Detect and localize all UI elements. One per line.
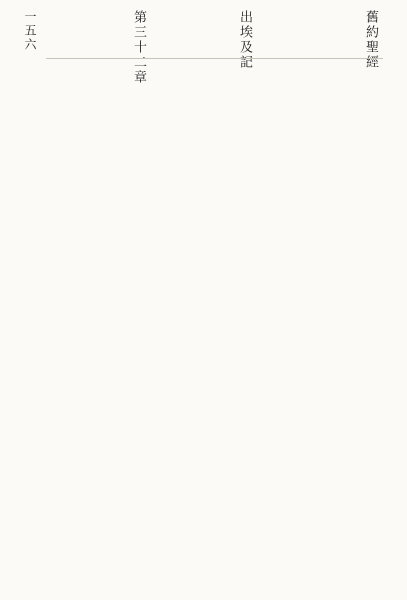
text-column xyxy=(315,64,326,576)
text-column xyxy=(358,64,369,576)
chapter-label: 第三十二章 xyxy=(131,10,146,85)
text-columns xyxy=(46,64,383,576)
text-column xyxy=(60,64,71,576)
text-column xyxy=(88,64,99,576)
text-column xyxy=(216,64,227,576)
header-rule xyxy=(46,58,383,59)
text-column xyxy=(159,64,170,576)
text-column xyxy=(131,64,142,576)
text-column xyxy=(230,64,241,576)
text-column xyxy=(74,64,85,576)
text-column xyxy=(329,64,340,576)
text-column xyxy=(117,64,128,576)
text-column xyxy=(103,64,114,576)
text-column xyxy=(173,64,184,576)
text-column xyxy=(273,64,284,576)
text-column xyxy=(372,64,383,576)
text-column xyxy=(202,64,213,576)
book-name: 出埃及記 xyxy=(237,10,252,70)
text-column xyxy=(301,64,312,576)
text-column xyxy=(145,64,156,576)
text-column xyxy=(343,64,354,576)
text-column xyxy=(244,64,255,576)
text-column xyxy=(287,64,298,576)
text-column xyxy=(258,64,269,576)
running-title: 舊約聖經 xyxy=(363,10,378,70)
text-column xyxy=(188,64,199,576)
text-column xyxy=(46,64,57,576)
page-number: 一五六 xyxy=(23,10,37,52)
